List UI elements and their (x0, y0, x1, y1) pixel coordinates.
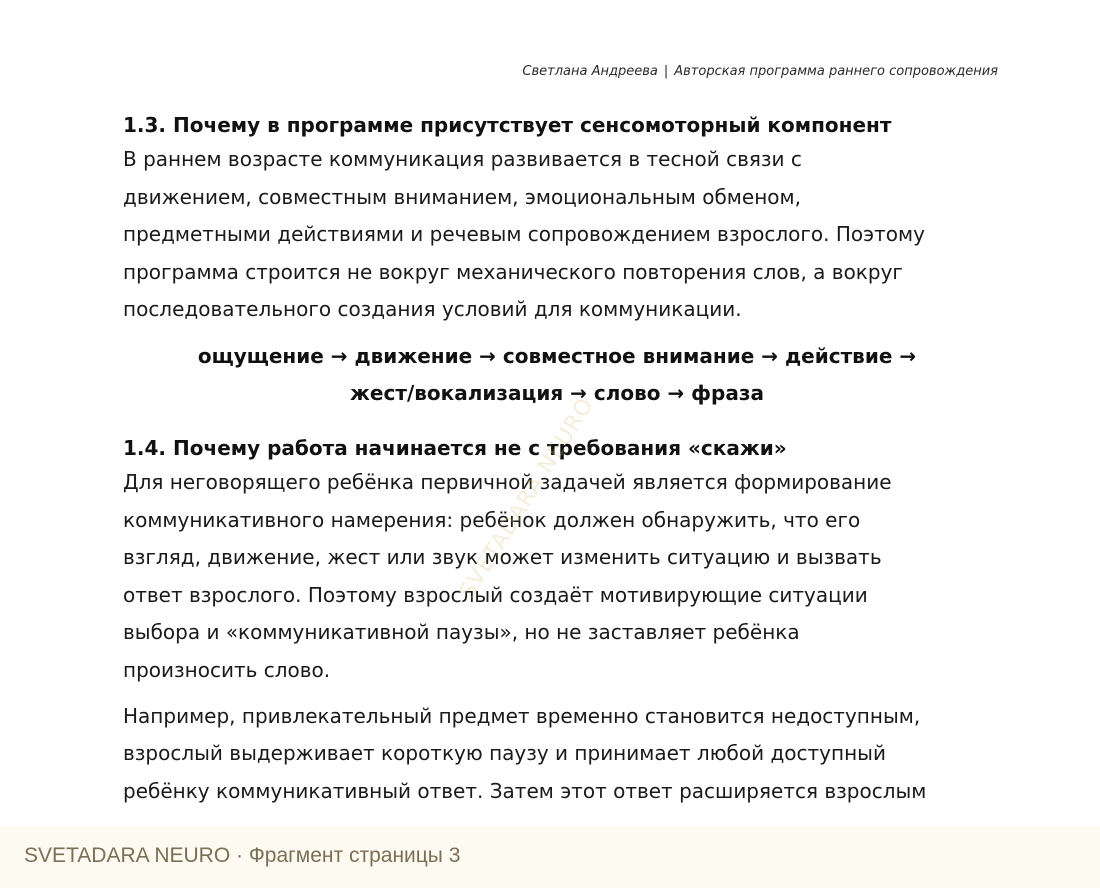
header-separator: | (663, 64, 669, 79)
section-1-4-paragraph-1 (123, 464, 1003, 690)
formula-line: жест/вокализация → слово → фраза (350, 381, 764, 406)
footer-bar (0, 827, 1100, 888)
text-line: ребёнку коммуникативный ответ. Затем этот ответ расширяется взрослым (123, 778, 927, 803)
development-sequence-formula (123, 338, 1003, 413)
text-line: Для неговорящего ребёнка первичной задачей является формирование (123, 469, 892, 494)
text-line: произносить слово. (123, 657, 331, 682)
section-1-3-paragraph (123, 141, 1003, 329)
text-line: В раннем возрасте коммуникация развивается в тесной связи с (123, 147, 802, 171)
header-program-title: Авторская программа раннего сопровождения (674, 64, 998, 79)
text-line: взрослый выдерживает короткую паузу и принимает любой доступный (123, 741, 886, 766)
running-header (522, 64, 998, 79)
text-line: программа строится не вокруг механического повторения слов, а вокруг (123, 259, 903, 284)
section-heading-1-3: 1.3. Почему в программе присутствует сенсомоторный компонент (123, 113, 892, 137)
text-line: предметными действиями и речевым сопровождением взрослого. Поэтому (123, 222, 925, 247)
text-line: взгляд, движение, жест или звук может изменить ситуацию и вызвать (123, 545, 882, 570)
text-line: ответ взрослого. Поэтому взрослый создаёт мотивирующие ситуации (123, 582, 868, 607)
formula-line: ощущение → движение → совместное внимание → действие → (197, 343, 917, 368)
document-body (123, 109, 1003, 810)
section-1-4-paragraph-2 (123, 698, 1003, 811)
text-line: выбора и «коммуникативной паузы», но не заставляет ребёнка (123, 620, 800, 645)
watermark: SVETADARA NEURO (455, 393, 600, 604)
text-line: движением, совместным вниманием, эмоциональным обменом, (123, 184, 801, 209)
text-line: последовательного создания условий для коммуникации. (123, 297, 742, 322)
footer-text: SVETADARA NEURO · Фрагмент страницы 3 (24, 844, 461, 867)
text-line: Например, привлекательный предмет временно становится недоступным, (123, 703, 921, 728)
header-author: Светлана Андреева (522, 64, 658, 79)
text-line: коммуникативного намерения: ребёнок должен обнаружить, что его (123, 507, 861, 532)
section-heading-1-4: 1.4. Почему работа начинается не с требования «скажи» (123, 435, 787, 460)
